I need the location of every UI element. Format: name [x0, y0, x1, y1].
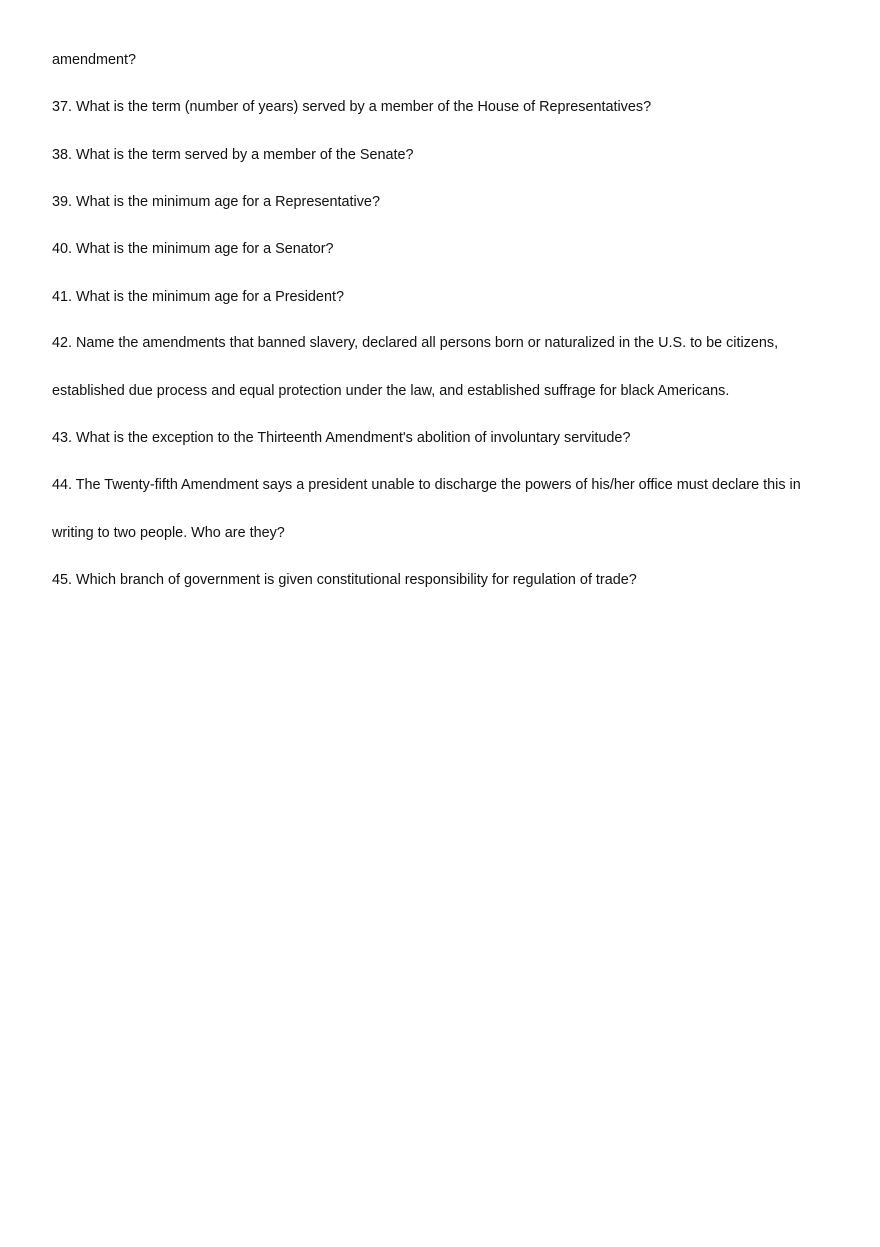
question-42-line-1: 42. Name the amendments that banned slavery, declared all persons born or naturalized in the U.S. to be citizens, — [52, 335, 779, 351]
question-44-line-1: 44. The Twenty-fifth Amendment says a president unable to discharge the powers of his/her office must declare this in — [52, 477, 801, 493]
question-39: 39. What is the minimum age for a Representative? — [52, 194, 380, 210]
question-38: 38. What is the term served by a member of the Senate? — [52, 147, 414, 163]
question-45: 45. Which branch of government is given constitutional responsibility for regulation of trade? — [52, 572, 637, 588]
question-42-line-2: established due process and equal protection under the law, and established suffrage for black Americans. — [52, 383, 730, 399]
question-44-line-2: writing to two people. Who are they? — [52, 525, 285, 541]
question-37: 37. What is the term (number of years) served by a member of the House of Representatives? — [52, 99, 652, 115]
question-40: 40. What is the minimum age for a Senator? — [52, 241, 334, 257]
question-36-continuation: amendment? — [52, 52, 136, 68]
question-41: 41. What is the minimum age for a President? — [52, 289, 344, 305]
question-43: 43. What is the exception to the Thirteenth Amendment's abolition of involuntary servitude? — [52, 430, 631, 446]
